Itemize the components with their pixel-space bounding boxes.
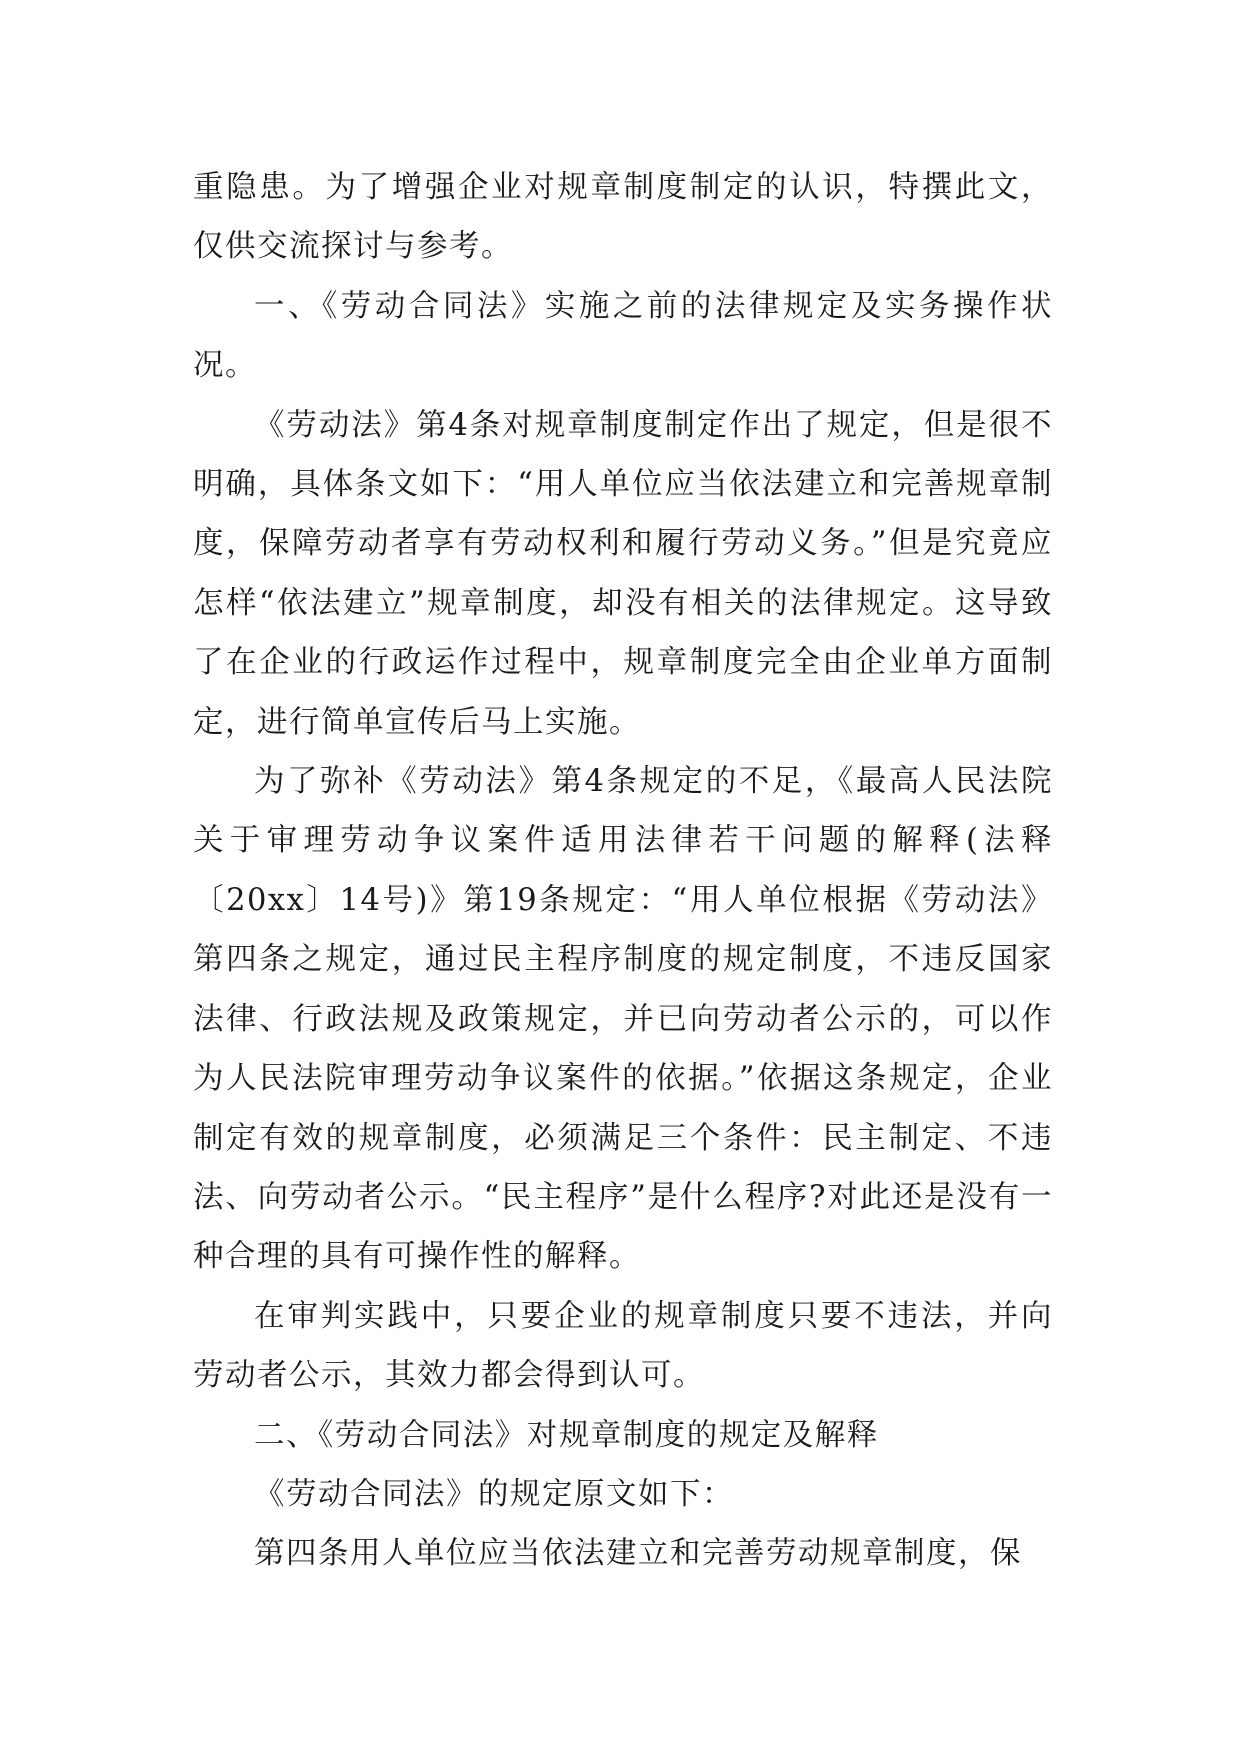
section-heading-1: 一、《劳动合同法》实施之前的法律规定及实务操作状况。 <box>193 288 1053 384</box>
paragraph-article-4-start: 第四条用人单位应当依法建立和完善劳动规章制度，保 <box>254 1536 1022 1572</box>
document-body <box>193 158 1053 1584</box>
paragraph-labor-law-article-4: 《劳动法》第4条对规章制度制定作出了规定，但是很不明确，具体条文如下：“用人单位应当依法建立和完善规章制度，保障劳动者享有劳动权利和履行劳动义务。”但是究竟应怎样“依法建立”规章制度，却没有相关的法律规定。这导致了在企业的行政运作过程中，规章制度完全由企业单方面制定，进行简单宣传后马上实施。 <box>193 407 1053 740</box>
paragraph-original-text-intro: 《劳动合同法》的规定原文如下： <box>254 1476 734 1512</box>
paragraph-judicial-practice: 在审判实践中，只要企业的规章制度只要不违法，并向劳动者公示，其效力都会得到认可。 <box>193 1298 1053 1394</box>
section-heading-2: 二、《劳动合同法》对规章制度的规定及解释 <box>254 1417 879 1453</box>
paragraph-intro-continuation: 重隐患。为了增强企业对规章制度制定的认识，特撰此文，仅供交流探讨与参考。 <box>193 170 1053 265</box>
paragraph-supreme-court-interpretation: 为了弥补《劳动法》第4条规定的不足，《最高人民法院关于审理劳动争议案件适用法律若干问题的解释(法释〔20xx〕14号)》第19条规定：“用人单位根据《劳动法》第四条之规定，通过民主程序制度的规定制度，不违反国家法律、行政法规及政策规定，并已向劳动者公示的，可以作为人民法院审理劳动争议案件的依据。”依据这条规定，企业制定有效的规章制度，必须满足三个条件：民主制定、不违法、向劳动者公示。“民主程序”是什么程序?对此还是没有一种合理的具有可操作性的解释。 <box>193 764 1053 1275</box>
